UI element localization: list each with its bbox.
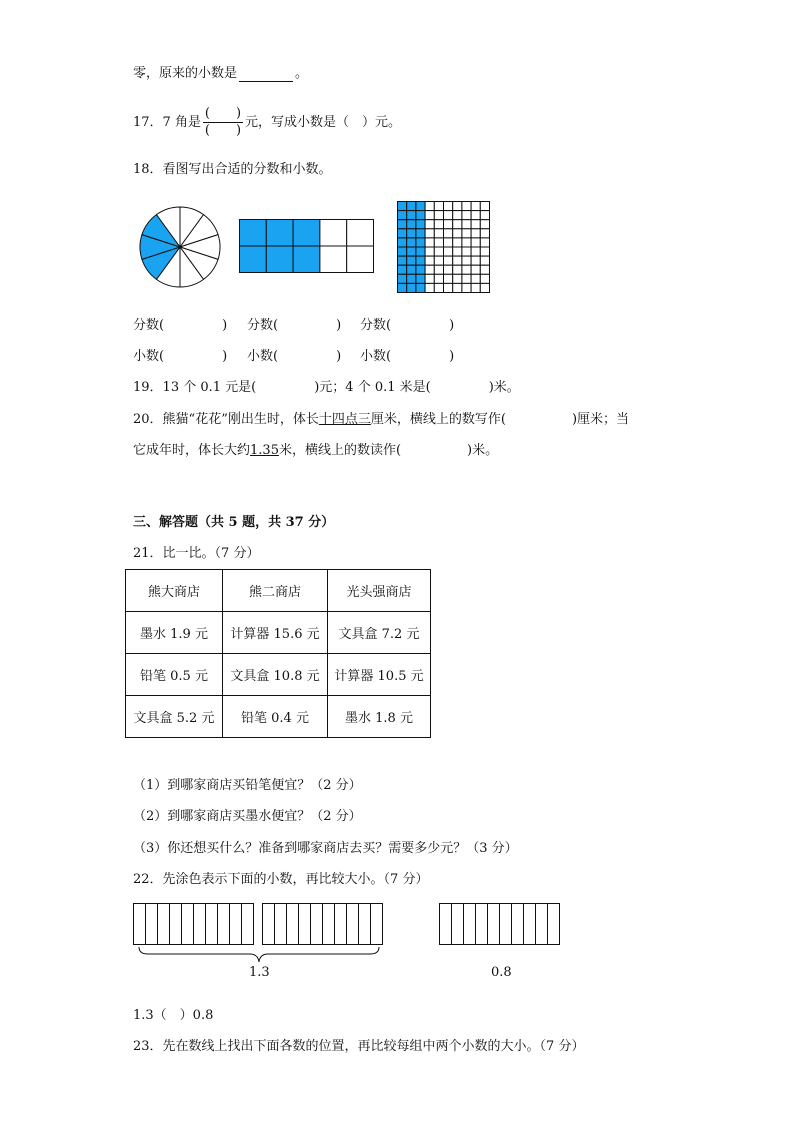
grid-cell bbox=[453, 238, 462, 247]
q18-fraction-1[interactable]: 分数( ) bbox=[133, 318, 228, 333]
rect-cell bbox=[266, 220, 293, 247]
grid-cell bbox=[453, 265, 462, 274]
grid-cell bbox=[398, 238, 407, 247]
q18-decimal-2[interactable]: 小数( ) bbox=[247, 349, 342, 364]
table-cell: 墨水 1.8 元 bbox=[328, 696, 431, 738]
grid-cell bbox=[462, 283, 471, 292]
grid-cell bbox=[407, 274, 416, 283]
rect-cell bbox=[293, 246, 320, 273]
grid-cell bbox=[398, 220, 407, 229]
grid-cell bbox=[453, 229, 462, 238]
q22-prompt: 22．先涂色表示下面的小数，再比较大小。（7 分） bbox=[133, 872, 429, 887]
q17-fraction[interactable]: $\frac{( )}{( )}$ bbox=[204, 106, 242, 138]
q16-tail: 零，原来的小数是 。 bbox=[133, 66, 309, 81]
grid-cell bbox=[425, 283, 434, 292]
strip-cell[interactable] bbox=[158, 904, 170, 945]
grid-cell bbox=[407, 283, 416, 292]
table-cell: 文具盒 10.8 元 bbox=[223, 654, 328, 696]
q18-fraction-2[interactable]: 分数( ) bbox=[247, 318, 342, 333]
strip-cell[interactable] bbox=[218, 904, 230, 945]
grid-cell bbox=[425, 274, 434, 283]
strip-cell[interactable] bbox=[548, 904, 560, 945]
grid-cell bbox=[398, 265, 407, 274]
rect-cell bbox=[266, 246, 293, 273]
grid-cell bbox=[434, 265, 443, 274]
grid-cell bbox=[453, 211, 462, 220]
grid-cell bbox=[416, 220, 425, 229]
grid-cell bbox=[398, 247, 407, 256]
grid-cell bbox=[398, 211, 407, 220]
grid-cell bbox=[444, 238, 453, 247]
grid-cell bbox=[407, 202, 416, 211]
grid-cell bbox=[462, 274, 471, 283]
grid-cell bbox=[471, 229, 480, 238]
strip-cell[interactable] bbox=[287, 904, 299, 945]
grid-cell bbox=[480, 256, 489, 265]
q22-brace bbox=[138, 946, 382, 966]
grid-cell bbox=[425, 220, 434, 229]
grid-cell bbox=[434, 256, 443, 265]
grid-cell bbox=[471, 256, 480, 265]
grid-cell bbox=[453, 283, 462, 292]
q18-decimal-3[interactable]: 小数( ) bbox=[360, 349, 455, 364]
strip-cell[interactable] bbox=[182, 904, 194, 945]
grid-cell bbox=[471, 220, 480, 229]
q22-compare[interactable]: 1.3（ ）0.8 bbox=[133, 1008, 214, 1023]
rect-cell bbox=[347, 220, 374, 247]
q17: 17．7 角是 $\frac{( )}{( )}$ 元，写成小数是（ ）元。 bbox=[133, 106, 401, 138]
grid-cell bbox=[453, 247, 462, 256]
grid-cell bbox=[480, 283, 489, 292]
grid-cell bbox=[471, 274, 480, 283]
grid-cell bbox=[444, 220, 453, 229]
grid-cell bbox=[407, 247, 416, 256]
strip-cell[interactable] bbox=[476, 904, 488, 945]
grid-cell bbox=[462, 211, 471, 220]
grid-cell bbox=[462, 238, 471, 247]
q18-rect bbox=[239, 219, 374, 273]
table-header: 熊二商店 bbox=[223, 570, 328, 612]
grid-cell bbox=[444, 211, 453, 220]
grid-cell bbox=[462, 229, 471, 238]
grid-cell bbox=[434, 202, 443, 211]
grid-cell bbox=[416, 274, 425, 283]
grid-cell bbox=[434, 283, 443, 292]
grid-cell bbox=[453, 202, 462, 211]
grid-cell bbox=[480, 202, 489, 211]
table-cell: 墨水 1.9 元 bbox=[126, 612, 223, 654]
grid-cell bbox=[453, 256, 462, 265]
grid-cell bbox=[407, 265, 416, 274]
table-cell: 文具盒 5.2 元 bbox=[126, 696, 223, 738]
grid-cell bbox=[444, 247, 453, 256]
q22-label-right: 0.8 bbox=[491, 965, 512, 980]
q20-line2: 它成年时，体长大约1.35米，横线上的数读作( )米。 bbox=[133, 443, 499, 458]
grid-cell bbox=[425, 265, 434, 274]
rect-cell bbox=[320, 246, 347, 273]
grid-cell bbox=[416, 265, 425, 274]
grid-cell bbox=[462, 265, 471, 274]
strip-cell[interactable] bbox=[311, 904, 323, 945]
grid-cell bbox=[398, 202, 407, 211]
q16-answer-blank[interactable] bbox=[239, 68, 293, 82]
grid-cell bbox=[480, 220, 489, 229]
grid-cell bbox=[407, 256, 416, 265]
rect-cell bbox=[347, 246, 374, 273]
grid-cell bbox=[407, 211, 416, 220]
q21-price-table bbox=[125, 569, 431, 738]
table-row bbox=[126, 654, 431, 696]
rect-cell bbox=[293, 220, 320, 247]
grid-cell bbox=[398, 283, 407, 292]
rect-cell bbox=[240, 220, 267, 247]
grid-cell bbox=[444, 283, 453, 292]
grid-cell bbox=[462, 202, 471, 211]
grid-cell bbox=[407, 229, 416, 238]
grid-cell bbox=[407, 238, 416, 247]
strip-cell[interactable] bbox=[242, 904, 254, 945]
strip-cell[interactable] bbox=[170, 904, 182, 945]
grid-cell bbox=[425, 211, 434, 220]
table-header-row bbox=[126, 570, 431, 612]
grid-cell bbox=[416, 247, 425, 256]
q18-grid bbox=[397, 201, 490, 293]
grid-cell bbox=[462, 256, 471, 265]
grid-cell bbox=[480, 229, 489, 238]
grid-cell bbox=[480, 238, 489, 247]
table-header: 光头强商店 bbox=[328, 570, 431, 612]
grid-cell bbox=[444, 256, 453, 265]
q22-strip-right[interactable] bbox=[439, 903, 561, 945]
q22-label-left: 1.3 bbox=[249, 965, 270, 980]
strip-cell[interactable] bbox=[524, 904, 536, 945]
table-cell: 计算器 15.6 元 bbox=[223, 612, 328, 654]
grid-cell bbox=[471, 202, 480, 211]
grid-cell bbox=[407, 220, 416, 229]
strip-cell[interactable] bbox=[146, 904, 158, 945]
q21-sub3: （3）你还想买什么？准备到哪家商店去买？需要多少元？（3 分） bbox=[133, 841, 518, 856]
strip-cell[interactable] bbox=[230, 904, 242, 945]
grid-cell bbox=[471, 265, 480, 274]
table-row bbox=[126, 612, 431, 654]
table-row bbox=[126, 696, 431, 738]
strip-cell[interactable] bbox=[452, 904, 464, 945]
strip-cell[interactable] bbox=[263, 904, 275, 945]
strip-cell[interactable] bbox=[512, 904, 524, 945]
grid-cell bbox=[444, 229, 453, 238]
grid-cell bbox=[398, 229, 407, 238]
strip-cell[interactable] bbox=[500, 904, 512, 945]
strip-cell[interactable] bbox=[440, 904, 452, 945]
grid-cell bbox=[471, 247, 480, 256]
grid-cell bbox=[434, 229, 443, 238]
table-cell: 计算器 10.5 元 bbox=[328, 654, 431, 696]
strip-cell[interactable] bbox=[323, 904, 335, 945]
q18-decimal-1[interactable]: 小数( ) bbox=[133, 349, 228, 364]
strip-cell[interactable] bbox=[335, 904, 347, 945]
strip-cell[interactable] bbox=[371, 904, 383, 945]
table-header: 熊大商店 bbox=[126, 570, 223, 612]
grid-cell bbox=[480, 211, 489, 220]
grid-cell bbox=[444, 265, 453, 274]
strip-cell[interactable] bbox=[275, 904, 287, 945]
grid-cell bbox=[416, 238, 425, 247]
grid-cell bbox=[434, 220, 443, 229]
q22-strip-left-1[interactable] bbox=[133, 903, 255, 945]
grid-cell bbox=[425, 256, 434, 265]
q18-circle bbox=[139, 206, 221, 288]
grid-cell bbox=[416, 229, 425, 238]
q20-line1: 20．熊猫“花花”刚出生时，体长十四点三厘米，横线上的数写作( )厘米；当 bbox=[133, 412, 630, 427]
grid-cell bbox=[416, 283, 425, 292]
q18-fraction-3[interactable]: 分数( ) bbox=[360, 318, 455, 333]
strip-cell[interactable] bbox=[488, 904, 500, 945]
q19: 19．13 个 0.1 元是( )元；4 个 0.1 米是( )米。 bbox=[133, 380, 520, 395]
grid-cell bbox=[425, 202, 434, 211]
grid-cell bbox=[416, 256, 425, 265]
grid-cell bbox=[453, 274, 462, 283]
strip-cell[interactable] bbox=[206, 904, 218, 945]
strip-cell[interactable] bbox=[299, 904, 311, 945]
q21-sub1: （1）到哪家商店买铅笔便宜？（2 分） bbox=[133, 778, 362, 793]
grid-cell bbox=[434, 238, 443, 247]
grid-cell bbox=[471, 211, 480, 220]
strip-cell[interactable] bbox=[359, 904, 371, 945]
q22-strip-left-2[interactable] bbox=[262, 903, 384, 945]
strip-cell[interactable] bbox=[134, 904, 146, 945]
grid-cell bbox=[434, 211, 443, 220]
grid-cell bbox=[444, 274, 453, 283]
q21-prompt: 21．比一比。（7 分） bbox=[133, 546, 260, 561]
grid-cell bbox=[416, 202, 425, 211]
strip-cell[interactable] bbox=[194, 904, 206, 945]
grid-cell bbox=[425, 247, 434, 256]
grid-cell bbox=[398, 274, 407, 283]
grid-cell bbox=[398, 256, 407, 265]
grid-cell bbox=[416, 211, 425, 220]
grid-cell bbox=[471, 238, 480, 247]
grid-cell bbox=[425, 229, 434, 238]
rect-cell bbox=[240, 246, 267, 273]
q23-prompt: 23．先在数线上找出下面各数的位置，再比较每组中两个小数的大小。（7 分） bbox=[133, 1039, 585, 1054]
table-cell: 铅笔 0.5 元 bbox=[126, 654, 223, 696]
grid-cell bbox=[425, 238, 434, 247]
section-3-heading: 三、解答题（共 5 题，共 37 分） bbox=[133, 515, 335, 530]
q21-sub2: （2）到哪家商店买墨水便宜？（2 分） bbox=[133, 809, 362, 824]
grid-cell bbox=[471, 283, 480, 292]
strip-cell[interactable] bbox=[536, 904, 548, 945]
grid-cell bbox=[453, 220, 462, 229]
rect-cell bbox=[320, 220, 347, 247]
grid-cell bbox=[434, 247, 443, 256]
table-cell: 铅笔 0.4 元 bbox=[223, 696, 328, 738]
q18-prompt: 18．看图写出合适的分数和小数。 bbox=[133, 162, 332, 177]
grid-cell bbox=[480, 247, 489, 256]
grid-cell bbox=[480, 265, 489, 274]
grid-cell bbox=[444, 202, 453, 211]
grid-cell bbox=[480, 274, 489, 283]
table-cell: 文具盒 7.2 元 bbox=[328, 612, 431, 654]
grid-cell bbox=[434, 274, 443, 283]
grid-cell bbox=[462, 247, 471, 256]
grid-cell bbox=[462, 220, 471, 229]
strip-cell[interactable] bbox=[347, 904, 359, 945]
strip-cell[interactable] bbox=[464, 904, 476, 945]
